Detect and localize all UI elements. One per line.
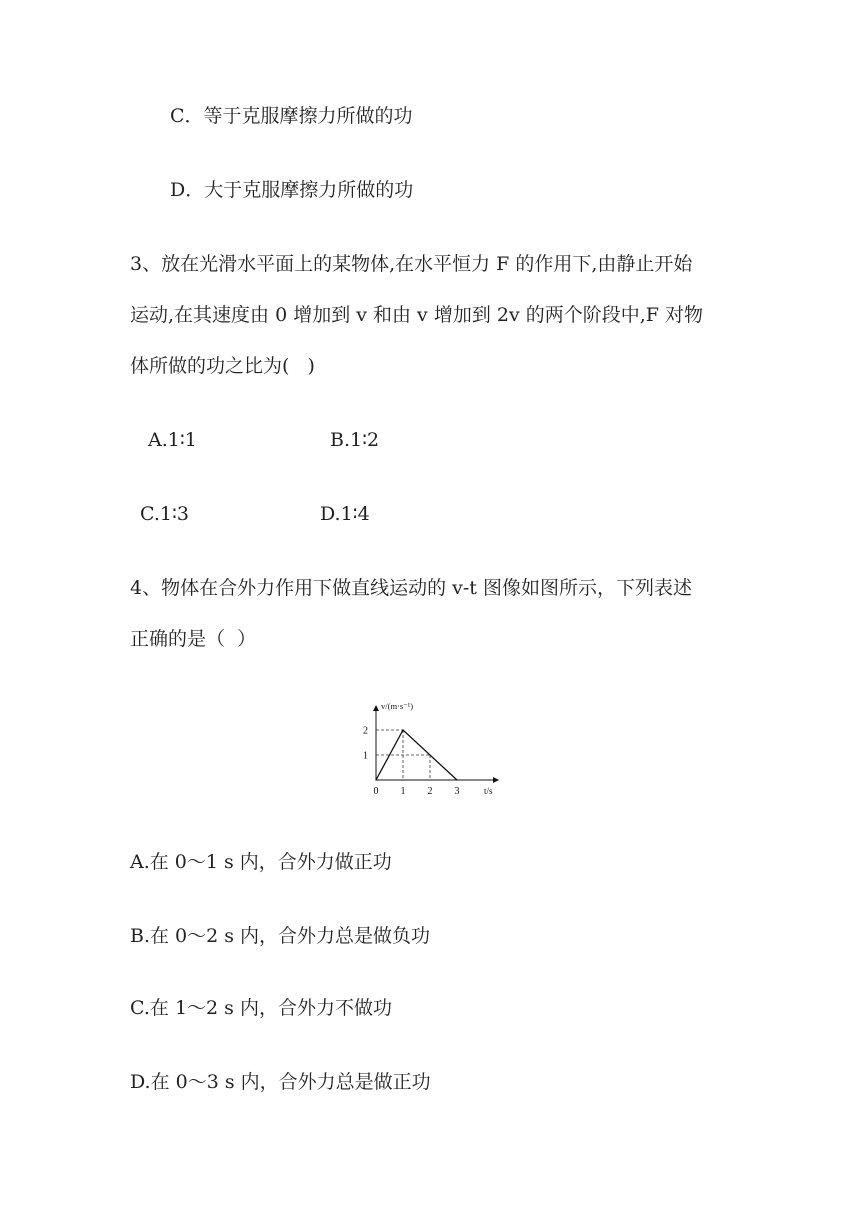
q4-option-d: D.在 0～3 s 内，合外力总是做正功 xyxy=(130,1071,431,1093)
x-tick-label: 2 xyxy=(427,786,433,797)
data-point xyxy=(456,779,457,780)
q4-option-b: B.在 0～2 s 内，合外力总是做负功 xyxy=(130,925,431,947)
q2-option-c: C．等于克服摩擦力所做的功 xyxy=(170,105,413,127)
x-tick-label: 0 xyxy=(373,786,379,797)
q4-option-a: A.在 0～1 s 内，合外力做正功 xyxy=(130,851,392,873)
q4-option-c: C.在 1～2 s 内，合外力不做功 xyxy=(130,997,392,1019)
q4-stem-line-2: 正确的是（ ） xyxy=(130,628,257,650)
q3-stem-line-3: 体所做的功之比为( ) xyxy=(130,355,315,377)
q3-option-a: A.1∶1 xyxy=(148,429,197,451)
data-point xyxy=(402,729,403,730)
q3-stem-line-2: 运动,在其速度由 0 增加到 v 和由 v 增加到 2v 的两个阶段中,F 对物 xyxy=(130,304,703,326)
q4-stem-line-1: 4、物体在合外力作用下做直线运动的 v-t 图像如图所示，下列表述 xyxy=(130,577,692,599)
q3-stem-line-1: 3、放在光滑水平面上的某物体,在水平恒力 F 的作用下,由静止开始 xyxy=(130,253,693,275)
q3-option-d: D.1∶4 xyxy=(320,503,370,525)
x-axis-label: t/s xyxy=(484,786,493,796)
data-point xyxy=(375,779,376,780)
vt-graph xyxy=(350,696,510,800)
y-axis-label: v/(m·s⁻¹) xyxy=(381,701,414,711)
q3-option-b: B.1∶2 xyxy=(330,429,380,451)
q3-option-c: C.1∶3 xyxy=(140,503,190,525)
x-tick-label: 1 xyxy=(400,786,406,797)
y-tick-label: 1 xyxy=(363,750,368,762)
y-tick-label: 2 xyxy=(363,725,368,737)
x-tick-label: 3 xyxy=(454,786,460,797)
q2-option-d: D．大于克服摩擦力所做的功 xyxy=(170,179,414,201)
